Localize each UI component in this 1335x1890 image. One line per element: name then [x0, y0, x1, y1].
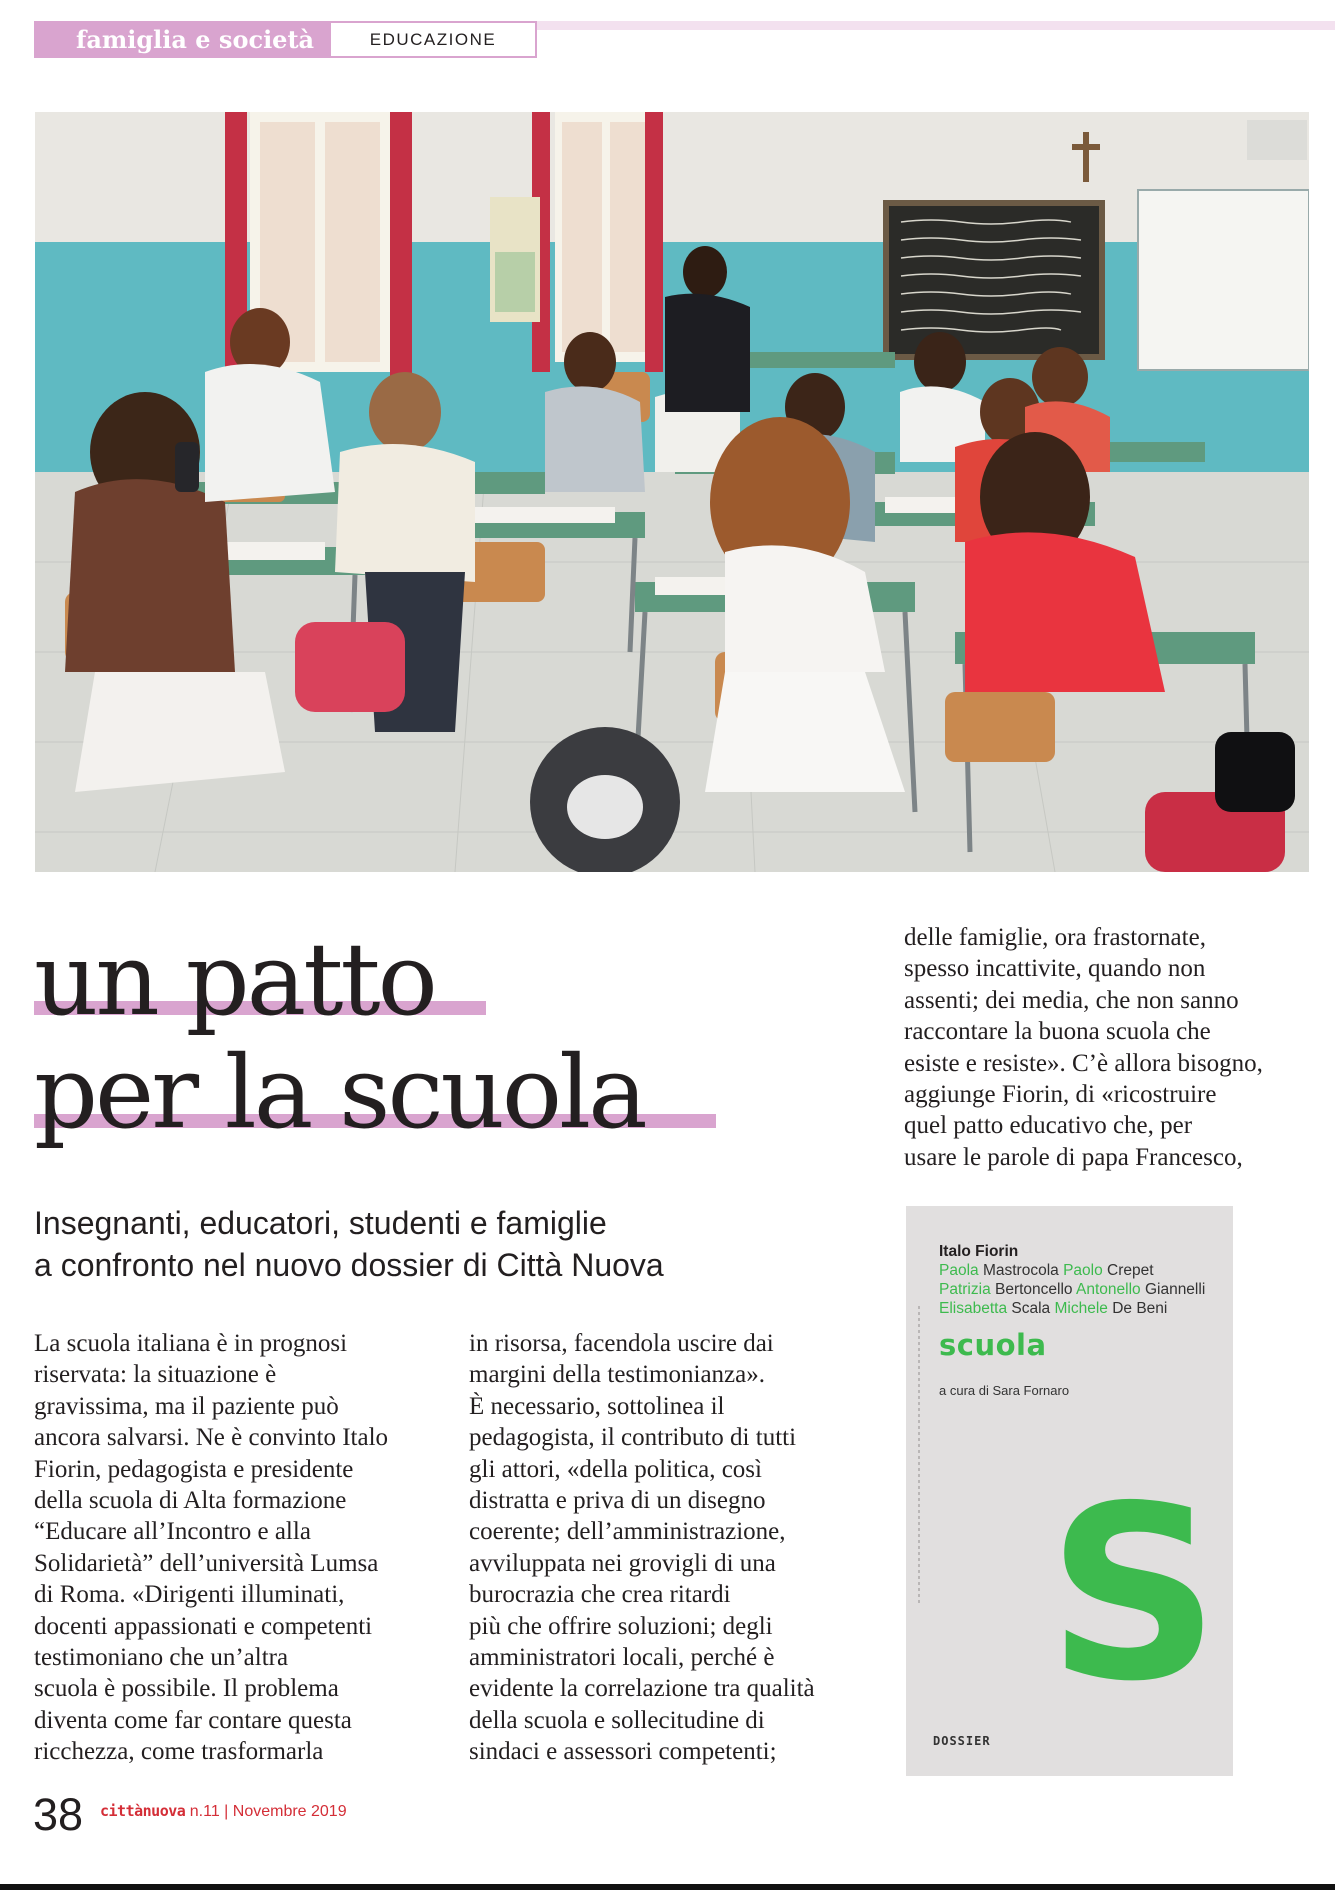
book-cover — [906, 1206, 1233, 1776]
body-line: margini della testimonianza». — [469, 1361, 765, 1389]
body-line: testimoniano che un’altra — [34, 1644, 289, 1672]
body-line: esiste e resiste». C’è allora bisogno, — [904, 1049, 1263, 1077]
body-line: distratta e priva di un disegno — [469, 1487, 766, 1515]
body-line: spesso incattivite, quando non — [904, 955, 1206, 983]
book-author-row: Paola Mastrocola Paolo Crepet — [939, 1262, 1154, 1279]
body-line: Solidarietà” dell’università Lumsa — [34, 1549, 379, 1577]
body-line: amministratori locali, perché è — [469, 1644, 775, 1672]
book-series: DOSSIER — [933, 1734, 991, 1748]
body-line: diventa come far contare questa — [34, 1706, 352, 1734]
book-authors — [939, 1242, 1205, 1318]
cover-spine-text — [918, 1306, 920, 1606]
body-column-1 — [34, 1328, 388, 1768]
subtitle-line-2: a confronto nel nuovo dossier di Città Nuova — [34, 1247, 664, 1283]
body-line: avviluppata nei grovigli di una — [469, 1549, 776, 1577]
book-author-row: Elisabetta Scala Michele De Beni — [939, 1300, 1168, 1317]
publication-brand: cittànuova — [100, 1802, 186, 1820]
body-line: Fiorin, pedagogista e presidente — [34, 1455, 354, 1483]
body-line: usare le parole di papa Francesco, — [904, 1143, 1243, 1171]
book-author-row: Patrizia Bertoncello Antonello Giannelli — [939, 1281, 1206, 1298]
section-label: famiglia e società — [34, 21, 329, 58]
body-line: più che offrire soluzioni; degli — [469, 1612, 773, 1640]
body-line: evidente la correlazione tra qualità — [469, 1675, 815, 1703]
body-line: coerente; dell’amministrazione, — [469, 1518, 786, 1546]
body-line: gravissima, ma il paziente può — [34, 1392, 339, 1420]
headline-line-1: un patto — [34, 921, 435, 1038]
body-column-3 — [904, 922, 1263, 1173]
classroom-photo — [35, 112, 1309, 872]
page-number: 38 — [33, 1789, 84, 1840]
bottom-rule — [0, 1884, 1335, 1890]
body-line: gli attori, «della politica, così — [469, 1455, 762, 1483]
issue-info: n.11 | Novembre 2019 — [185, 1803, 347, 1820]
body-line: ancora salvarsi. Ne è convinto Italo — [34, 1424, 389, 1452]
body-line: scuola è possibile. Il problema — [34, 1675, 339, 1703]
body-line: della scuola e sollecitudine di — [469, 1706, 765, 1734]
body-line: docenti appassionati e competenti — [34, 1612, 373, 1640]
category-label: EDUCAZIONE — [329, 21, 537, 58]
headline-line-2: per la scuola — [34, 1034, 645, 1151]
body-line: riservata: la situazione è — [34, 1361, 277, 1389]
body-line: “Educare all’Incontro e alla — [34, 1518, 311, 1546]
book-editor: a cura di Sara Fornaro — [939, 1383, 1070, 1398]
subtitle — [34, 1202, 854, 1286]
body-line: ricchezza, come trasformarla — [34, 1738, 324, 1766]
body-line: quel patto educativo che, per — [904, 1112, 1193, 1140]
body-column-2 — [469, 1328, 815, 1768]
book-title: scuola — [939, 1328, 1047, 1362]
body-line: assenti; dei media, che non sanno — [904, 986, 1239, 1014]
book-logo-letter: S — [1047, 1454, 1216, 1734]
body-line: raccontare la buona scuola che — [904, 1018, 1211, 1046]
book-main-author: Italo Fiorin — [939, 1243, 1019, 1260]
body-line: in risorsa, facendola uscire dai — [469, 1330, 774, 1357]
body-line: sindaci e assessori competenti; — [469, 1738, 777, 1766]
body-line: della scuola di Alta formazione — [34, 1487, 347, 1515]
body-line: aggiunge Fiorin, di «ricostruire — [904, 1081, 1217, 1109]
header-rule — [536, 21, 1335, 30]
body-line: È necessario, sottolinea il — [469, 1392, 725, 1420]
body-line: pedagogista, il contributo di tutti — [469, 1424, 797, 1452]
body-line: delle famiglie, ora frastornate, — [904, 924, 1206, 951]
body-line: burocrazia che crea ritardi — [469, 1581, 731, 1609]
publication-info — [100, 1802, 347, 1821]
body-line: di Roma. «Dirigenti illuminati, — [34, 1581, 345, 1609]
body-line: La scuola italiana è in prognosi — [34, 1330, 348, 1357]
subtitle-line-1: Insegnanti, educatori, studenti e famiglie — [34, 1205, 607, 1241]
